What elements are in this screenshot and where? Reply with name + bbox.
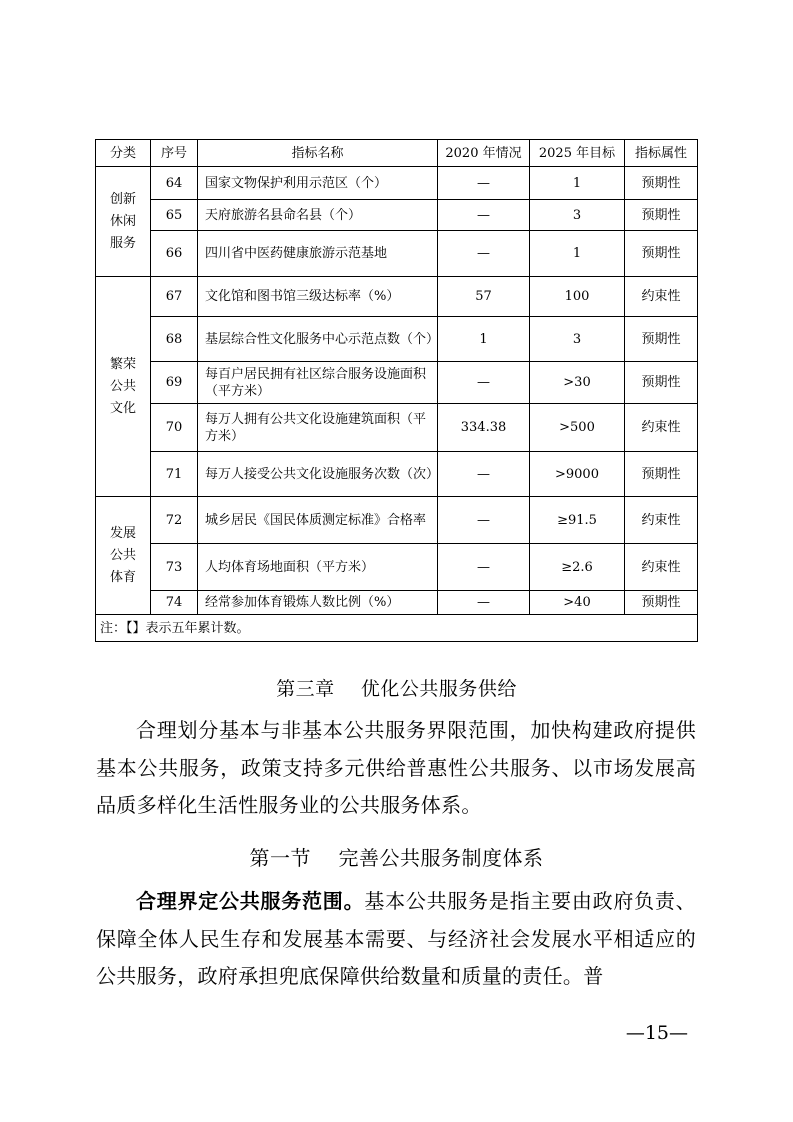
value-2025: 3 [530, 317, 625, 362]
value-2025: 100 [530, 277, 625, 317]
row-number: 66 [151, 231, 198, 277]
row-number: 70 [151, 404, 198, 452]
row-number: 64 [151, 167, 198, 200]
indicator-attribute: 约束性 [625, 277, 698, 317]
table-row [96, 277, 698, 317]
value-2020: — [438, 167, 530, 200]
page-number: —15— [625, 1022, 688, 1044]
table-row [96, 544, 698, 591]
indicator-name: 每万人接受公共文化设施服务次数（次） [198, 452, 438, 497]
table-row [96, 452, 698, 497]
section-heading: 第一节 完善公共服务制度体系 [249, 846, 544, 870]
value-2020: — [438, 591, 530, 615]
value-2020: — [438, 544, 530, 591]
row-number: 73 [151, 544, 198, 591]
row-number: 72 [151, 497, 198, 544]
indicator-name: 天府旅游名县命名县（个） [198, 200, 438, 231]
table-row [96, 317, 698, 362]
row-number: 65 [151, 200, 198, 231]
paragraph-2-body: 基本公共服务是指主要由政府负责、保障全体人民生存和发展基本需要、与经济社会发展水平相适应的公共服务，政府承担兜底保障供给数量和质量的责任。普 [96, 889, 696, 988]
indicator-attribute: 预期性 [625, 167, 698, 200]
value-2025: >40 [530, 591, 625, 615]
value-2025: 1 [530, 231, 625, 277]
indicator-attribute: 预期性 [625, 452, 698, 497]
indicator-attribute: 预期性 [625, 362, 698, 404]
indicator-attribute: 约束性 [625, 497, 698, 544]
table-row [96, 200, 698, 231]
table-body [96, 167, 698, 642]
indicator-attribute: 预期性 [625, 317, 698, 362]
value-2025: 1 [530, 167, 625, 200]
value-2020: 1 [438, 317, 530, 362]
indicator-attribute: 预期性 [625, 200, 698, 231]
header-number: 序号 [151, 140, 198, 167]
value-2020: 57 [438, 277, 530, 317]
indicator-attribute: 约束性 [625, 404, 698, 452]
table-row [96, 497, 698, 544]
category-label: 繁荣 公共 文化 [109, 356, 136, 416]
header-2020-status: 2020 年情况 [438, 140, 530, 167]
indicator-name: 经常参加体育锻炼人数比例（%） [198, 591, 438, 615]
value-2020: — [438, 452, 530, 497]
chapter-heading: 第三章 优化公共服务供给 [276, 678, 517, 700]
table-row [96, 404, 698, 452]
header-category: 分类 [96, 140, 151, 167]
value-2025: >500 [530, 404, 625, 452]
category-cell [96, 497, 151, 615]
value-2020: — [438, 231, 530, 277]
indicator-name: 每百户居民拥有社区综合服务设施面积（平方米） [198, 362, 438, 404]
value-2025: 3 [530, 200, 625, 231]
header-2025-target: 2025 年目标 [530, 140, 625, 167]
note-row [96, 615, 698, 642]
category-label: 创新 休闲 服务 [109, 191, 136, 251]
indicator-attribute: 约束性 [625, 544, 698, 591]
category-label: 发展 公共 体育 [109, 525, 136, 585]
value-2025: >30 [530, 362, 625, 404]
value-2025: ≥91.5 [530, 497, 625, 544]
value-2020: 334.38 [438, 404, 530, 452]
indicator-name: 基层综合性文化服务中心示范点数（个） [198, 317, 438, 362]
indicator-name: 城乡居民《国民体质测定标准》合格率 [198, 497, 438, 544]
table-row [96, 167, 698, 200]
header-attribute: 指标属性 [625, 140, 698, 167]
indicator-name: 人均体育场地面积（平方米） [198, 544, 438, 591]
header-indicator-name: 指标名称 [198, 140, 438, 167]
indicator-table [95, 139, 698, 642]
value-2020: — [438, 497, 530, 544]
indicator-attribute: 预期性 [625, 231, 698, 277]
value-2020: — [438, 200, 530, 231]
category-cell [96, 167, 151, 277]
row-number: 67 [151, 277, 198, 317]
category-cell [96, 277, 151, 497]
indicator-name: 每万人拥有公共文化设施建筑面积（平方米） [198, 404, 438, 452]
header-row [96, 140, 698, 167]
table-row [96, 362, 698, 404]
indicator-attribute: 预期性 [625, 591, 698, 615]
table-note: 注：【】表示五年累计数。 [96, 615, 698, 642]
paragraph-1: 合理划分基本与非基本公共服务界限范围，加快构建政府提供基本公共服务，政策支持多元供给普惠性公共服务、以市场发展高品质多样化生活性服务业的公共服务体系。 [96, 718, 696, 817]
table-header [96, 140, 698, 167]
indicator-name: 文化馆和图书馆三级达标率（%） [198, 277, 438, 317]
table-row [96, 591, 698, 615]
paragraph-2-lead: 合理界定公共服务范围。 [136, 889, 365, 913]
indicator-name: 国家文物保护利用示范区（个） [198, 167, 438, 200]
table-row [96, 231, 698, 277]
row-number: 68 [151, 317, 198, 362]
value-2025: >9000 [530, 452, 625, 497]
row-number: 71 [151, 452, 198, 497]
value-2025: ≥2.6 [530, 544, 625, 591]
row-number: 69 [151, 362, 198, 404]
indicator-name: 四川省中医药健康旅游示范基地 [198, 231, 438, 277]
row-number: 74 [151, 591, 198, 615]
paragraph-2 [96, 883, 696, 996]
value-2020: — [438, 362, 530, 404]
